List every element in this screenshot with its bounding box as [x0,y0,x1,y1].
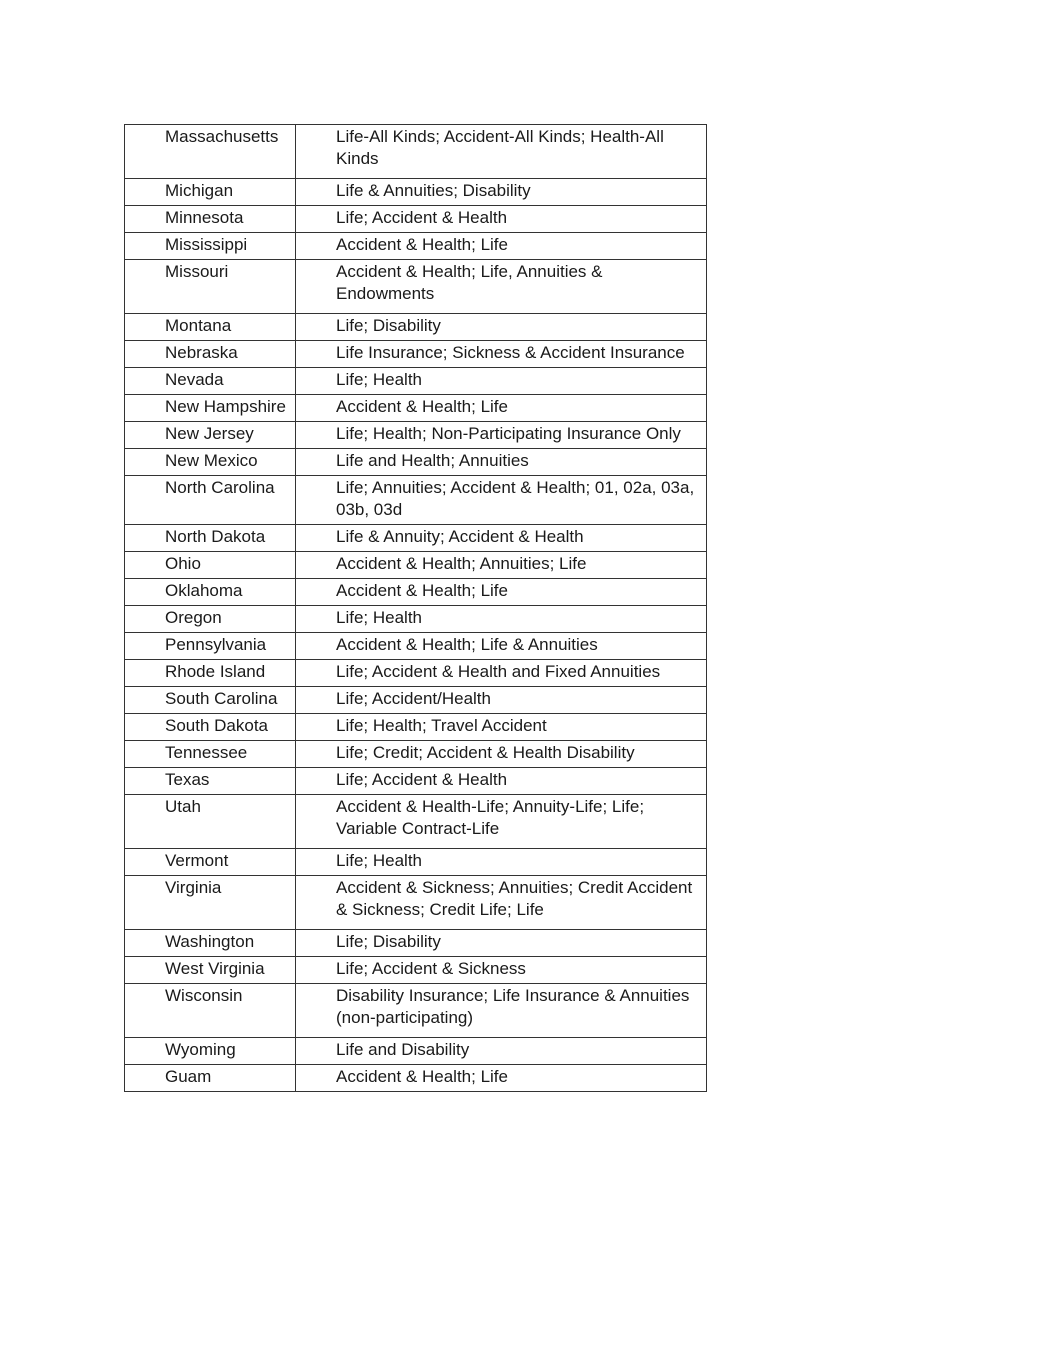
lines-of-authority-cell: Life and Disability [296,1038,707,1065]
lines-of-authority-cell: Life; Health [296,368,707,395]
lines-of-authority-cell: Life; Health; Travel Accident [296,714,707,741]
lines-of-authority-cell: Life; Accident & Health and Fixed Annuities [296,660,707,687]
table-row [125,606,707,633]
state-cell: Guam [125,1065,296,1092]
table-row [125,876,707,930]
lines-of-authority-cell: Accident & Health; Life [296,395,707,422]
table-row [125,579,707,606]
table-row [125,714,707,741]
lines-of-authority-cell: Life; Accident & Sickness [296,957,707,984]
table-body [125,125,707,1092]
table-row [125,179,707,206]
state-cell: South Dakota [125,714,296,741]
state-cell: North Carolina [125,476,296,525]
table-row [125,449,707,476]
table-row [125,957,707,984]
table-row [125,341,707,368]
state-cell: North Dakota [125,525,296,552]
table-row [125,660,707,687]
table-row [125,314,707,341]
lines-of-authority-cell: Life & Annuity; Accident & Health [296,525,707,552]
state-cell: New Mexico [125,449,296,476]
table-row [125,525,707,552]
table-row [125,633,707,660]
lines-of-authority-cell: Life & Annuities; Disability [296,179,707,206]
lines-of-authority-cell: Life; Accident/Health [296,687,707,714]
state-cell: Montana [125,314,296,341]
table-row [125,795,707,849]
table-row [125,233,707,260]
lines-of-authority-cell: Life Insurance; Sickness & Accident Insurance [296,341,707,368]
table-row [125,849,707,876]
lines-of-authority-cell: Life; Health; Non-Participating Insurance Only [296,422,707,449]
state-cell: Oregon [125,606,296,633]
lines-of-authority-cell: Life; Health [296,606,707,633]
lines-of-authority-cell: Life; Disability [296,930,707,957]
lines-of-authority-cell: Life; Accident & Health [296,206,707,233]
lines-of-authority-cell: Accident & Health; Annuities; Life [296,552,707,579]
state-cell: West Virginia [125,957,296,984]
table-row [125,930,707,957]
state-cell: Virginia [125,876,296,930]
table-row [125,125,707,179]
table-row [125,687,707,714]
lines-of-authority-cell: Accident & Sickness; Annuities; Credit Accident & Sickness; Credit Life; Life [296,876,707,930]
table-row [125,476,707,525]
state-cell: Massachusetts [125,125,296,179]
state-cell: Nevada [125,368,296,395]
lines-of-authority-cell: Accident & Health; Life [296,233,707,260]
state-cell: Nebraska [125,341,296,368]
table-row [125,984,707,1038]
lines-of-authority-cell: Life and Health; Annuities [296,449,707,476]
state-cell: Vermont [125,849,296,876]
table-row [125,741,707,768]
lines-of-authority-cell: Life; Accident & Health [296,768,707,795]
state-cell: Michigan [125,179,296,206]
table-row [125,1065,707,1092]
lines-of-authority-cell: Accident & Health-Life; Annuity-Life; Life; Variable Contract-Life [296,795,707,849]
table-row [125,368,707,395]
lines-of-authority-cell: Accident & Health; Life [296,1065,707,1092]
table-row [125,206,707,233]
table-row [125,552,707,579]
lines-of-authority-cell: Life; Credit; Accident & Health Disability [296,741,707,768]
table-row [125,422,707,449]
lines-of-authority-cell: Life; Health [296,849,707,876]
state-cell: Oklahoma [125,579,296,606]
lines-of-authority-cell: Accident & Health; Life [296,579,707,606]
state-cell: Mississippi [125,233,296,260]
lines-of-authority-cell: Accident & Health; Life & Annuities [296,633,707,660]
lines-of-authority-cell: Life; Disability [296,314,707,341]
lines-of-authority-cell: Life-All Kinds; Accident-All Kinds; Health-All Kinds [296,125,707,179]
lines-of-authority-cell: Accident & Health; Life, Annuities & Endowments [296,260,707,314]
state-cell: Ohio [125,552,296,579]
state-cell: South Carolina [125,687,296,714]
state-cell: Missouri [125,260,296,314]
state-cell: Pennsylvania [125,633,296,660]
state-cell: Washington [125,930,296,957]
state-cell: Texas [125,768,296,795]
state-cell: Rhode Island [125,660,296,687]
states-authority-table [124,124,707,1092]
state-cell: New Hampshire [125,395,296,422]
lines-of-authority-cell: Life; Annuities; Accident & Health; 01, 02a, 03a, 03b, 03d [296,476,707,525]
table-row [125,768,707,795]
state-cell: Wisconsin [125,984,296,1038]
state-cell: New Jersey [125,422,296,449]
lines-of-authority-cell: Disability Insurance; Life Insurance & Annuities (non-participating) [296,984,707,1038]
table-row [125,260,707,314]
state-cell: Wyoming [125,1038,296,1065]
state-cell: Utah [125,795,296,849]
state-cell: Tennessee [125,741,296,768]
table-row [125,395,707,422]
state-cell: Minnesota [125,206,296,233]
table-row [125,1038,707,1065]
